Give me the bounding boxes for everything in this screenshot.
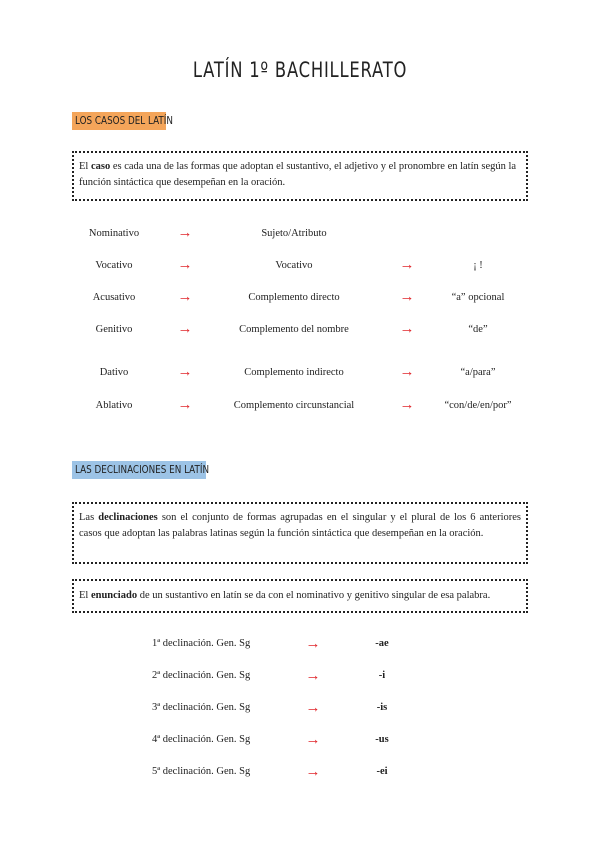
arrow-icon: → bbox=[177, 321, 193, 337]
section-heading-declensions bbox=[72, 461, 210, 479]
enunciado-box bbox=[72, 579, 528, 613]
declension-label: 3ª declinación. Gen. Sg bbox=[152, 702, 251, 713]
enunciado-text: de un sustantivo en latín se da con el nominativo y genitivo singular de esa palabra. bbox=[137, 590, 491, 601]
arrow-icon: → bbox=[177, 257, 193, 273]
declension-definition-box bbox=[72, 502, 528, 564]
case-row-dativo bbox=[0, 364, 600, 385]
case-row-ablativo bbox=[0, 397, 600, 418]
case-function: Complemento indirecto bbox=[244, 367, 344, 378]
declension-ending: -is bbox=[376, 702, 388, 713]
case-name: Dativo bbox=[99, 367, 129, 378]
case-definition-text: es cada una de las formas que adoptan el sustantivo, el adjetivo y el pronombre en latín según la función sintáctica que desempeñan en la oración. bbox=[79, 161, 517, 188]
case-name: Nominativo bbox=[88, 228, 140, 239]
arrow-icon: → bbox=[305, 764, 321, 780]
case-name: Acusativo bbox=[92, 292, 136, 303]
enunciado-pre: El bbox=[79, 590, 91, 601]
declension-label: 4ª declinación. Gen. Sg bbox=[152, 734, 251, 745]
declension-row-4 bbox=[0, 734, 600, 752]
section-heading-declensions-text: LAS DECLINACIONES EN LATÍN bbox=[75, 463, 210, 476]
arrow-icon: → bbox=[399, 257, 415, 273]
declension-label: 5ª declinación. Gen. Sg bbox=[152, 766, 251, 777]
arrow-icon: → bbox=[177, 289, 193, 305]
section-heading-cases-text: LOS CASOS DEL LATÍN bbox=[75, 114, 173, 127]
case-function: Complemento circunstancial bbox=[233, 400, 355, 411]
declension-label: 1ª declinación. Gen. Sg bbox=[152, 638, 251, 649]
case-note: “con/de/en/por” bbox=[444, 400, 512, 411]
case-definition-term: caso bbox=[90, 161, 111, 172]
arrow-icon: → bbox=[177, 397, 193, 413]
arrow-icon: → bbox=[399, 289, 415, 305]
case-name: Vocativo bbox=[95, 260, 133, 271]
declension-row-2 bbox=[0, 670, 600, 688]
arrow-icon: → bbox=[399, 321, 415, 337]
arrow-icon: → bbox=[305, 732, 321, 748]
arrow-icon: → bbox=[305, 636, 321, 652]
case-function: Complemento directo bbox=[248, 292, 340, 303]
declension-definition-text: son el conjunto de formas agrupadas en el singular y el plural de los 6 anteriores casos que adoptan las palabras latinas según la función sintáctica que desempeñan en la oración. bbox=[79, 512, 521, 539]
case-row-vocativo bbox=[0, 257, 600, 278]
arrow-icon: → bbox=[305, 700, 321, 716]
declension-definition-term: declinaciones bbox=[98, 512, 158, 523]
declension-label: 2ª declinación. Gen. Sg bbox=[152, 670, 251, 681]
arrow-icon: → bbox=[399, 364, 415, 380]
declension-ending: -i bbox=[378, 670, 386, 681]
section-heading-cases bbox=[72, 112, 173, 130]
case-note: ¡ ! bbox=[473, 260, 483, 271]
page-title: LATÍN 1º BACHILLERATO bbox=[192, 58, 408, 82]
case-definition-box bbox=[72, 151, 528, 201]
case-note: “de” bbox=[468, 324, 488, 335]
arrow-icon: → bbox=[399, 397, 415, 413]
case-function: Vocativo bbox=[275, 260, 313, 271]
case-function: Complemento del nombre bbox=[239, 324, 349, 335]
declension-row-1 bbox=[0, 638, 600, 656]
case-row-genitivo bbox=[0, 321, 600, 342]
declension-row-5 bbox=[0, 766, 600, 784]
declension-definition-pre: Las bbox=[79, 512, 99, 523]
case-row-acusativo bbox=[0, 289, 600, 310]
case-definition-pre: El bbox=[79, 161, 91, 172]
enunciado-term: enunciado bbox=[90, 590, 138, 601]
arrow-icon: → bbox=[177, 225, 193, 241]
case-function: Sujeto/Atributo bbox=[261, 228, 327, 239]
case-note: “a” opcional bbox=[451, 292, 505, 303]
arrow-icon: → bbox=[305, 668, 321, 684]
declension-ending: -ei bbox=[376, 766, 388, 777]
case-name: Genitivo bbox=[95, 324, 133, 335]
declension-row-3 bbox=[0, 702, 600, 720]
case-name: Ablativo bbox=[95, 400, 133, 411]
case-row-nominativo bbox=[0, 225, 600, 246]
case-note: “a/para” bbox=[460, 367, 496, 378]
declension-ending: -ae bbox=[375, 638, 389, 649]
declension-ending: -us bbox=[375, 734, 389, 745]
arrow-icon: → bbox=[177, 364, 193, 380]
